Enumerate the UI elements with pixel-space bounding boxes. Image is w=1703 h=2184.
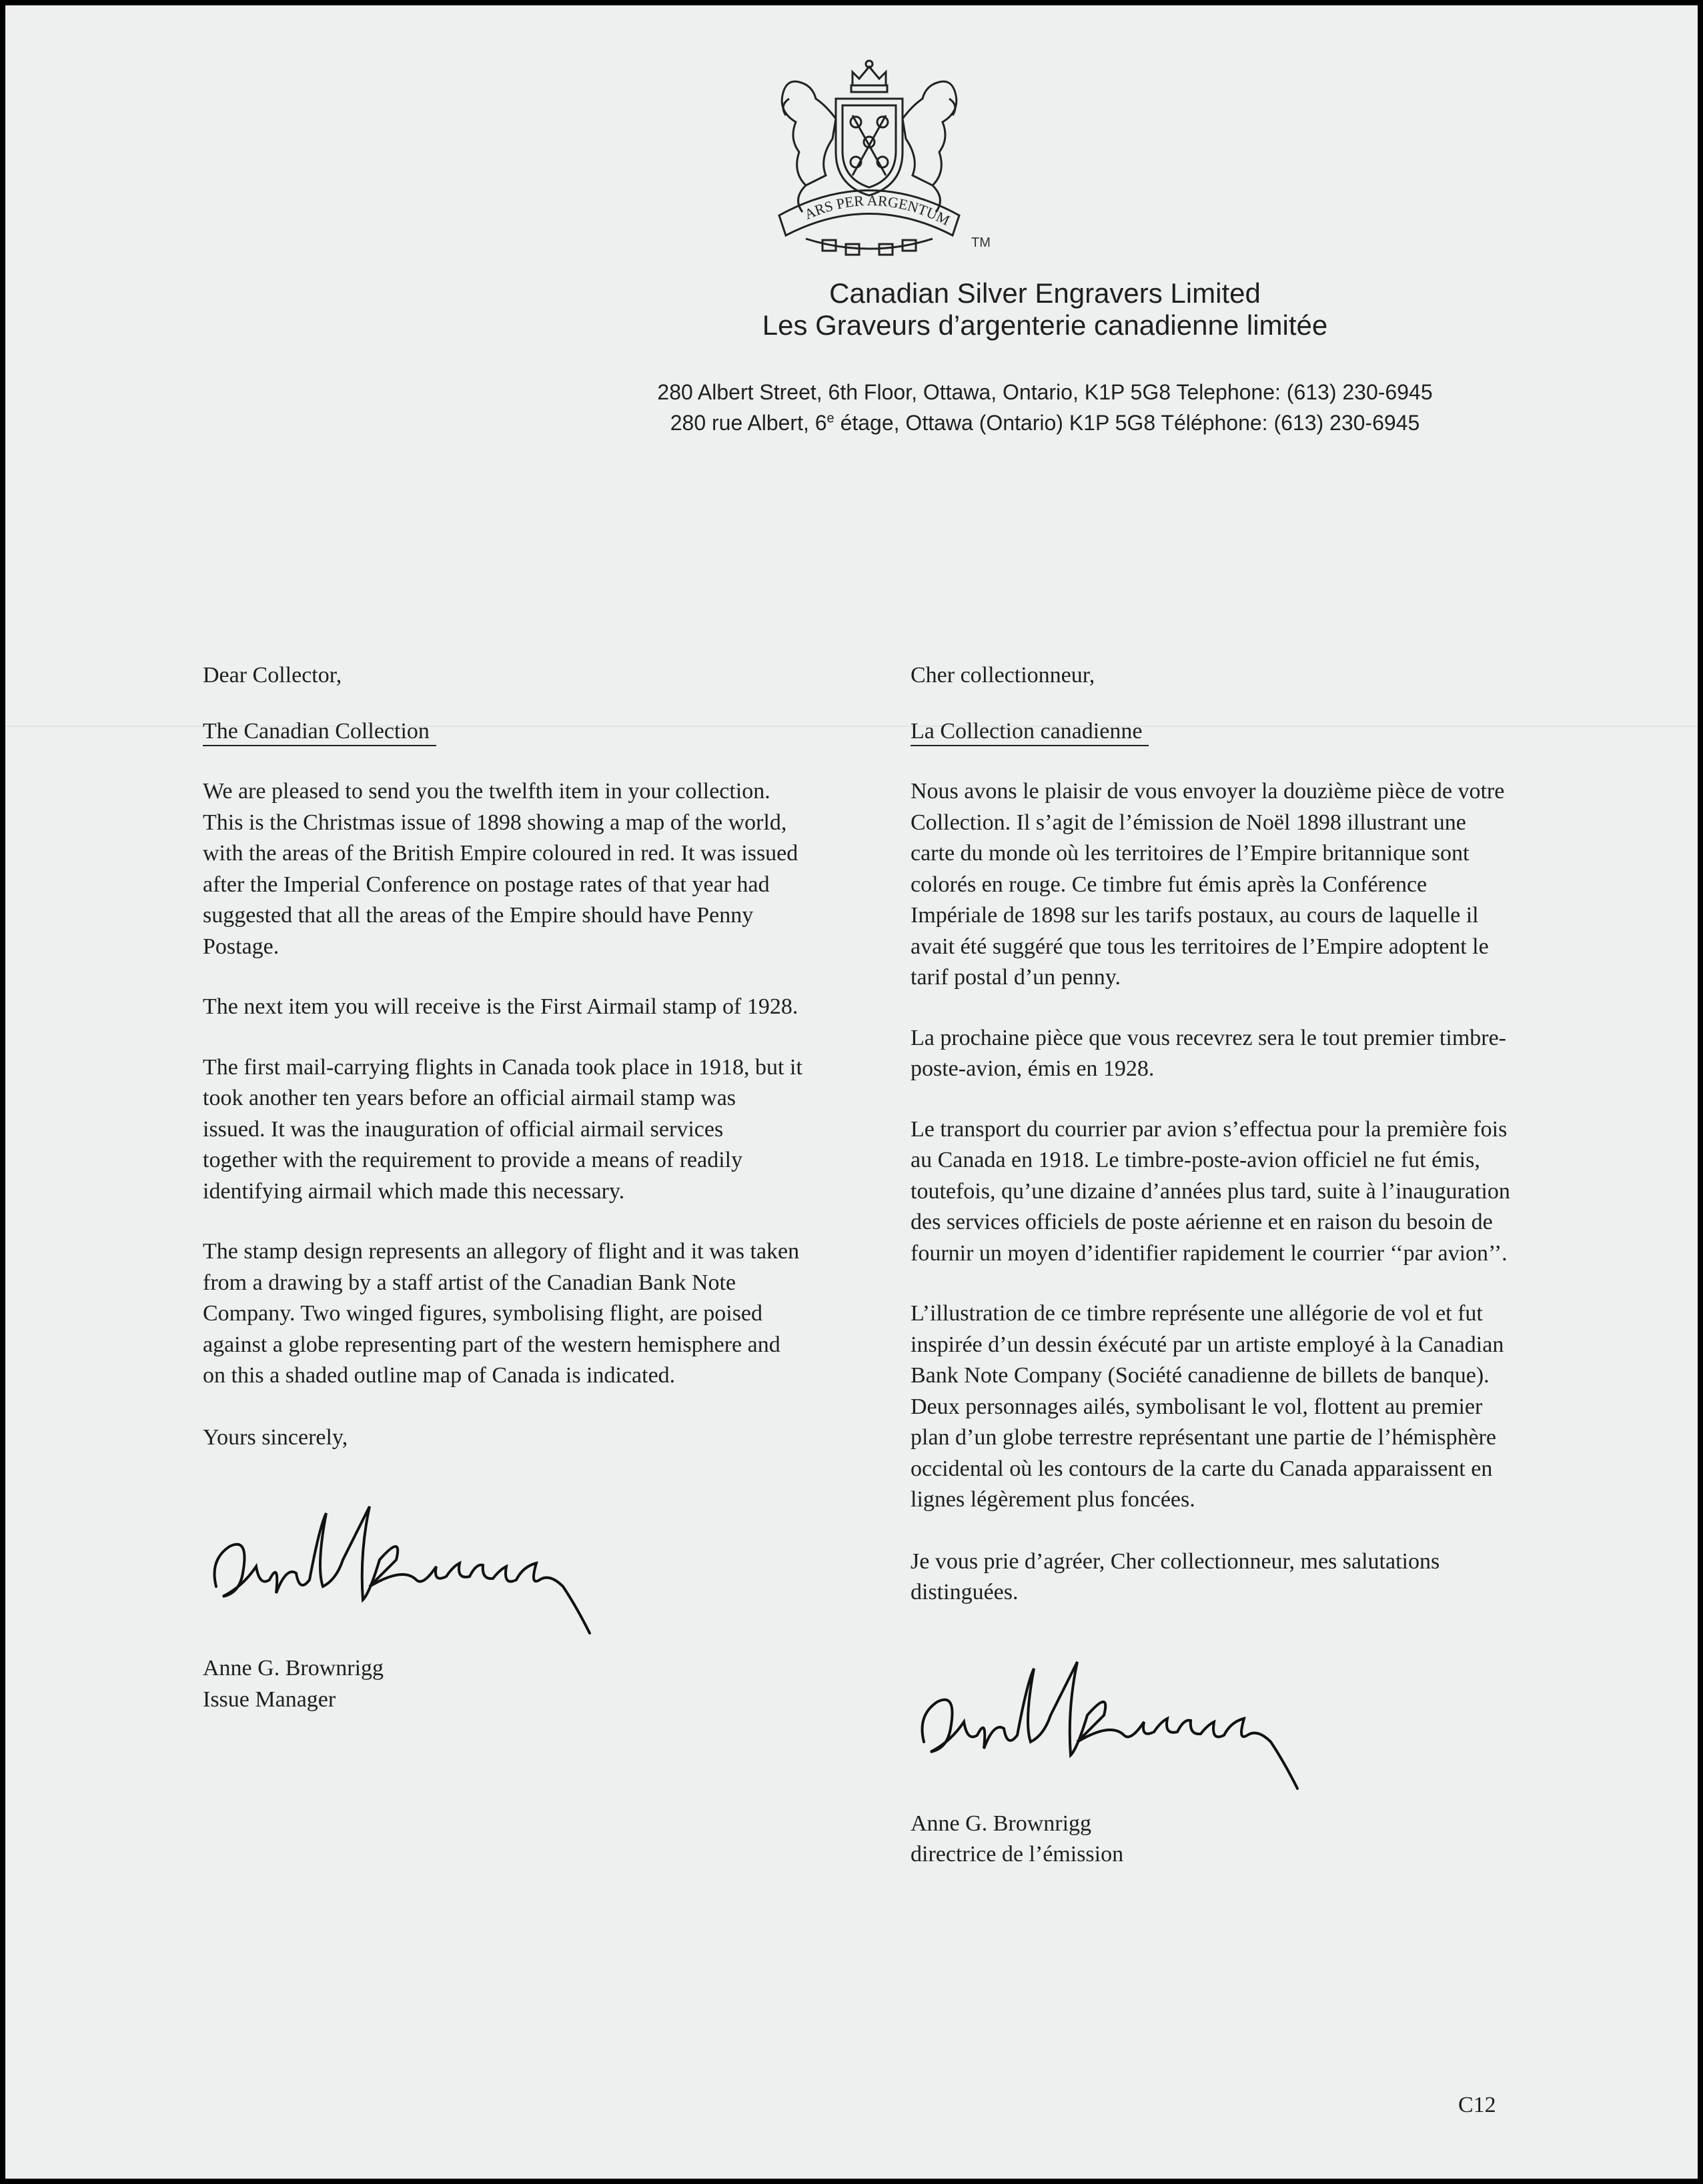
english-letter <box>203 660 803 1715</box>
paragraph-en-2: The next item you will receive is the First Airmail stamp of 1928. <box>203 994 798 1019</box>
salutation-en: Dear Collector, <box>203 663 342 688</box>
svg-text:ARS PER ARGENTUM: ARS PER ARGENTUM <box>802 191 953 229</box>
company-name-en: Canadian Silver Engravers Limited <box>829 277 1261 309</box>
closing-en: Yours sincerely, <box>203 1424 348 1450</box>
address-fr: 280 rue Albert, 6e étage, Ottawa (Ontario) K1P 5G8 Téléphone: (613) 230-6945 <box>670 411 1420 435</box>
paragraph-fr-2: La prochaine pièce que vous recevrez sera le tout premier timbre-poste-avion, émis en 1928. <box>911 1025 1506 1081</box>
signer-title-fr: directrice de l’émission <box>911 1842 1124 1867</box>
paragraph-fr-3: Le transport du courrier par avion s’effectua pour la première fois au Canada en 1918. Le timbre-poste-avion officiel ne fut émis, toutefois, qu’une dizaine d’années plus tard, suite à l’inauguration des services officiels de poste aérienne et en raison du besoin de fournir un moyen d’identifier rapidement le courrier ‘‘par avion’’. <box>911 1116 1510 1266</box>
paragraph-en-1: We are pleased to send you the twelfth item in your collection. This is the Christmas issue of 1898 showing a map of the world, with the areas of the British Empire coloured in red. It was issued after the Imperial Conference on postage rates of that year had suggested that all the areas of the Empire should have Penny Postage. <box>203 779 798 959</box>
french-letter <box>911 660 1511 1871</box>
paragraph-en-3: The first mail-carrying flights in Canada took place in 1918, but it took another ten years before an official airmail stamp was issued. It was the inauguration of official airmail services together with the requirement to provide a means of readily identifying airmail which made this necessary. <box>203 1054 802 1204</box>
paragraph-en-4: The stamp design represents an allegory of flight and it was taken from a drawing by a staff artist of the Canadian Bank Note Company. Two winged figures, symbolising flight, are poised against a globe representing part of the western hemisphere and on this a shaded outline map of Canada is indicated. <box>203 1239 800 1388</box>
crest-logo <box>759 59 979 265</box>
subject-en: The Canadian Collection <box>203 718 436 746</box>
letter-sheet <box>5 5 1698 2179</box>
salutation-fr: Cher collectionneur, <box>911 663 1095 688</box>
paragraph-fr-1: Nous avons le plaisir de vous envoyer la douzième pièce de votre Collection. Il s’agit de l’émission de Noël 1898 illustrant une carte du monde où les territoires de l’Empire britannique sont colorés en rouge. Ce timbre fut émis après la Conférence Impériale de 1898 sur les tarifs postaux, au cours de laquelle il avait été suggéré que tous les territoires de l’Empire adoptent le tarif postal d’un penny. <box>911 779 1505 990</box>
subject-fr: La Collection canadienne <box>911 718 1149 746</box>
trademark-mark: TM <box>971 235 991 250</box>
signer-name-en: Anne G. Brownrigg <box>203 1656 384 1681</box>
signer-title-en: Issue Manager <box>203 1687 336 1712</box>
signature-fr <box>911 1642 1337 1795</box>
address-en: 280 Albert Street, 6th Floor, Ottawa, Ontario, K1P 5G8 Telephone: (613) 230-6945 <box>657 380 1433 404</box>
page-reference: C12 <box>1458 2093 1496 2117</box>
signer-name-fr: Anne G. Brownrigg <box>911 1811 1092 1836</box>
signature-en <box>203 1486 630 1640</box>
closing-fr: Je vous prie d’agréer, Cher collectionneur, mes salutations distinguées. <box>911 1548 1440 1604</box>
company-name-fr: Les Graveurs d’argenterie canadienne limitée <box>762 309 1328 341</box>
paragraph-fr-4: L’illustration de ce timbre représente une allégorie de vol et fut inspirée d’un dessin éxécuté par un artiste employé à la Canadian Bank Note Company (Société canadienne de billets de banque). Deux personnages ailés, symbolisant le vol, flottent au premier plan d’un globe terrestre représentant une partie de l’hémisphère occidental où les contours de la carte du Canada apparaissent en lignes légèrement plus foncées. <box>911 1301 1504 1512</box>
